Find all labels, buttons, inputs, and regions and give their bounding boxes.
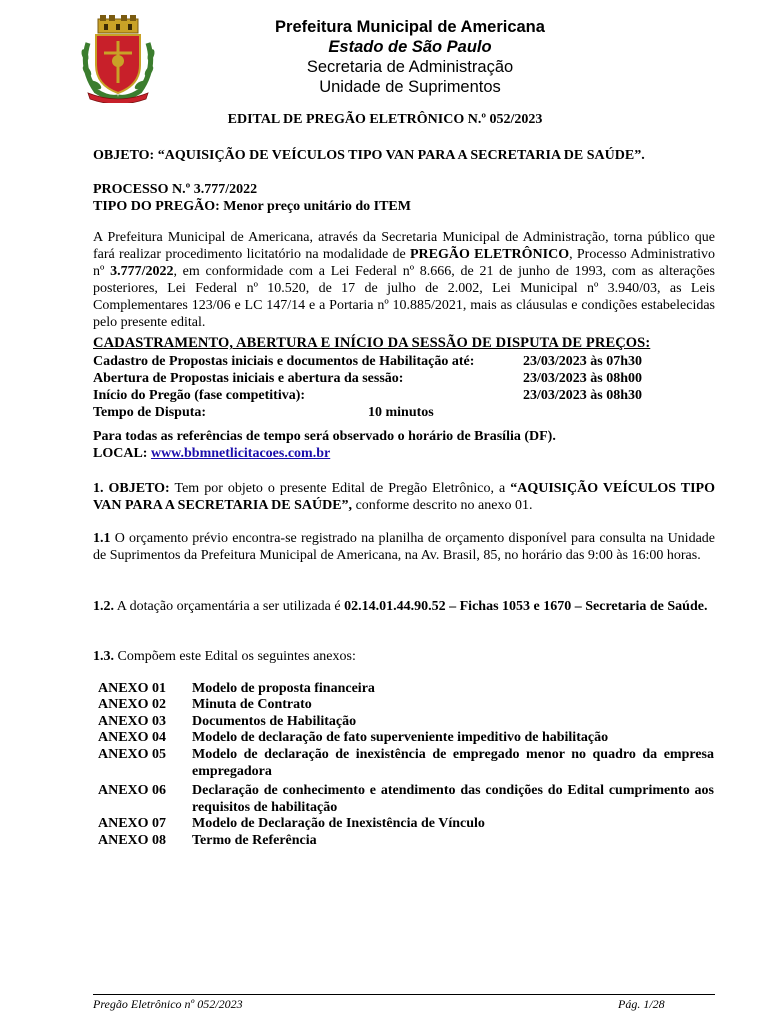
objeto-line: OBJETO: “AQUISIÇÃO DE VEÍCULOS TIPO VAN PARA A SECRETARIA DE SAÚDE”. <box>93 148 645 163</box>
annex-code: ANEXO 01 <box>98 681 167 696</box>
annex-description: Minuta de Contrato <box>192 697 312 712</box>
processo-number: PROCESSO N.º 3.777/2022 <box>93 182 258 197</box>
annex-code: ANEXO 08 <box>98 833 167 848</box>
secao-1-2 <box>93 598 715 615</box>
annex-code: ANEXO 02 <box>98 697 167 712</box>
local-line <box>93 445 715 462</box>
tempo-value: 10 minutos <box>368 405 434 420</box>
intro-text-2: , Processo Administrativo nº <box>93 247 715 279</box>
annex-code: ANEXO 04 <box>98 730 167 745</box>
footer-page-number: Pág. 1/28 <box>618 997 665 1011</box>
referencia-text: Para todas as referências de tempo será observado o horário de Brasília (DF). <box>93 429 556 444</box>
intro-text-1: A Prefeitura Municipal de Americana, através da Secretaria Municipal de Administração, torna público que fará realizar procedimento licitatório na modalidade de <box>93 230 715 262</box>
secao-1-2-bold: 02.14.01.44.90.52 – Fichas 1053 e 1670 – Secretaria de Saúde. <box>344 599 708 614</box>
annex-description: Documentos de Habilitação <box>192 714 357 729</box>
tipo-label: TIPO DO PREGÃO <box>93 199 216 214</box>
coat-of-arms-logo <box>78 13 158 103</box>
intro-paragraph <box>93 229 715 331</box>
annex-description: Declaração de conhecimento e atendimento das condições do Edital cumprimento aos requisitos de habilitação <box>192 783 714 815</box>
secao-1-text-end: conforme descrito no anexo 01. <box>352 498 533 513</box>
intro-processo: 3.777/2022 <box>110 264 174 279</box>
referencia-block <box>93 428 715 462</box>
tipo-pregao <box>93 198 715 215</box>
annex-code: ANEXO 03 <box>98 714 167 729</box>
document-title: EDITAL DE PREGÃO ELETRÔNICO N.º 052/2023 <box>227 112 543 127</box>
secao-1-1 <box>93 530 715 564</box>
schedule-value: 23/03/2023 às 07h30 <box>523 354 643 369</box>
secao-1-1-text: O orçamento prévio encontra-se registrado na planilha de orçamento disponível para consulta na Unidade de Suprimentos da Prefeitura Municipal de Americana, na Av. Brasil, 85, no horário das 9:00 às 16:00 horas. <box>93 531 715 563</box>
annex-code: ANEXO 06 <box>98 783 167 798</box>
secao-1-3-number: 1.3. <box>93 649 114 664</box>
intro-modalidade: PREGÃO ELETRÔNICO <box>409 247 570 262</box>
secao-1-number: 1. OBJETO: <box>93 481 170 496</box>
schedule-label: Abertura de Propostas iniciais e abertura da sessão: <box>93 371 404 386</box>
schedule-value: 23/03/2023 às 08h30 <box>523 388 643 403</box>
header-department: Secretaria de Administração <box>306 58 514 76</box>
secao-1-bold: “AQUISIÇÃO VEÍCULOS TIPO VAN PARA A SECRETARIA DE SAÚDE”, <box>93 481 715 513</box>
processo-block <box>93 181 715 215</box>
secao-1-3-text: Compõem este Edital os seguintes anexos: <box>114 649 356 664</box>
cadastramento-title: CADASTRAMENTO, ABERTURA E INÍCIO DA SESSÃO DE DISPUTA DE PREÇOS: <box>93 335 651 351</box>
header-municipality: Prefeitura Municipal de Americana <box>275 18 545 36</box>
secao-1-1-number: 1.1 <box>93 531 111 546</box>
intro-text-3: , em conformidade com a Lei Federal nº 8.666, de 21 de junho de 1993, com as alterações posteriores, Lei Federal nº 10.520, de 17 de julho de 2.002, Lei Municipal nº 3.940/03, as Leis Complementares 123/06 e LC 147/14 e a Portaria nº 10.885/2021, mais as cláusulas e condições estabelecidas pelo presente edital. <box>93 264 715 330</box>
schedule-value: 23/03/2023 às 08h00 <box>523 371 643 386</box>
footer-edital: Pregão Eletrônico nº 052/2023 <box>93 997 243 1011</box>
schedule-label: Início do Pregão (fase competitiva): <box>93 388 306 403</box>
tempo-label: Tempo de Disputa: <box>93 405 207 420</box>
annex-description: Modelo de declaração de fato superveniente impeditivo de habilitação <box>192 730 609 745</box>
secao-1-2-text: A dotação orçamentária a ser utilizada é <box>114 599 345 614</box>
annex-description: Modelo de proposta financeira <box>192 681 375 696</box>
secao-1-3 <box>93 648 715 665</box>
annex-code: ANEXO 07 <box>98 816 167 831</box>
header-unit: Unidade de Suprimentos <box>319 78 501 96</box>
tipo-value: : Menor preço unitário do ITEM <box>215 199 411 214</box>
annex-description: Termo de Referência <box>192 833 317 848</box>
local-url-link[interactable]: www.bbmnetlicitacoes.com.br <box>150 446 331 461</box>
annex-description: Modelo de Declaração de Inexistência de Vínculo <box>192 816 485 831</box>
secao-1 <box>93 480 715 514</box>
local-label: LOCAL: <box>93 446 151 461</box>
annex-code: ANEXO 05 <box>98 747 167 762</box>
header-state: Estado de São Paulo <box>328 38 492 56</box>
annex-description: Modelo de declaração de inexistência de empregado menor no quadro da empresa empregadora <box>192 747 714 779</box>
footer-divider <box>93 994 715 995</box>
secao-1-text: Tem por objeto o presente Edital de Pregão Eletrônico, a <box>169 481 511 496</box>
secao-1-2-number: 1.2. <box>93 599 114 614</box>
schedule-label: Cadastro de Propostas iniciais e documentos de Habilitação até: <box>93 354 475 369</box>
